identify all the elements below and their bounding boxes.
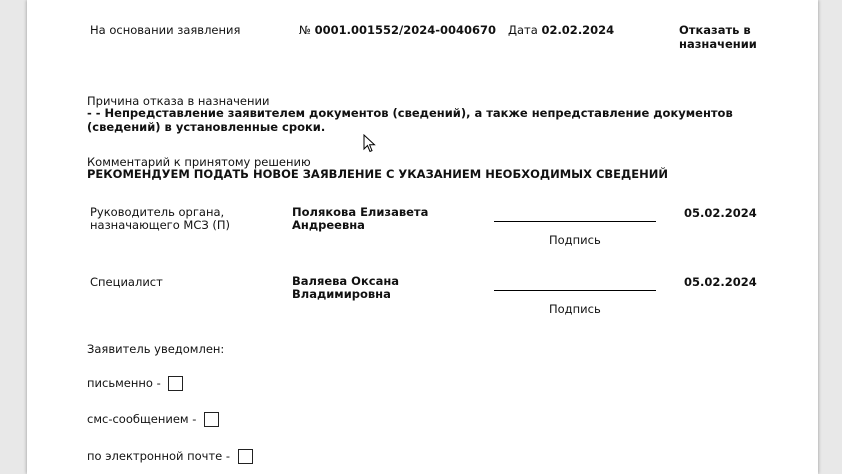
notify-written-checkbox[interactable]: [168, 376, 183, 391]
notify-written-label: письменно -: [87, 376, 161, 390]
document-page: [27, 0, 818, 474]
signature-name: Полякова Елизавета Андреевна: [292, 205, 429, 232]
signature-line: [494, 290, 656, 291]
basis-label: На основании заявления: [90, 23, 241, 37]
number-value: 0001.001552/2024-0040670: [314, 23, 497, 37]
signature-name: Валяева Оксана Владимировна: [292, 274, 400, 301]
signature-date: 05.02.2024: [684, 206, 757, 220]
notify-sms-label: смс-сообщением -: [87, 412, 197, 426]
notification-label: Заявитель уведомлен:: [87, 342, 225, 356]
notify-sms-row: [87, 412, 219, 427]
signature-date: 05.02.2024: [684, 275, 757, 289]
notify-email-checkbox[interactable]: [238, 449, 253, 464]
signature-line: [494, 221, 656, 222]
notify-sms-checkbox[interactable]: [204, 412, 219, 427]
notify-email-label: по электронной почте -: [87, 449, 231, 463]
signature-caption: Подпись: [549, 233, 601, 247]
comment-label: Комментарий к принятому решению: [87, 155, 311, 169]
signature-caption: Подпись: [549, 302, 601, 316]
comment-text: РЕКОМЕНДУЕМ ПОДАТЬ НОВОЕ ЗАЯВЛЕНИЕ С УКАЗАНИЕМ НЕОБХОДИМЫХ СВЕДЕНИЙ: [87, 167, 668, 181]
application-date: [508, 23, 614, 37]
reason-label: Причина отказа в назначении: [87, 94, 270, 108]
signature-role: Руководитель органа, назначающего МСЗ (П): [90, 205, 231, 232]
mouse-pointer-icon: [363, 134, 377, 154]
notify-email-row: [87, 449, 253, 464]
date-label: Дата: [508, 23, 538, 37]
signature-role: Специалист: [90, 275, 163, 289]
reason-text: - - Непредставление заявителем документов (сведений), а также непредставление документов (сведений) в установленные сроки.: [87, 106, 733, 134]
decision: Отказать в назначении: [679, 23, 757, 51]
application-number: [299, 23, 496, 37]
date-value: 02.02.2024: [541, 23, 615, 37]
notify-written-row: [87, 376, 183, 391]
number-prefix: №: [299, 23, 311, 37]
